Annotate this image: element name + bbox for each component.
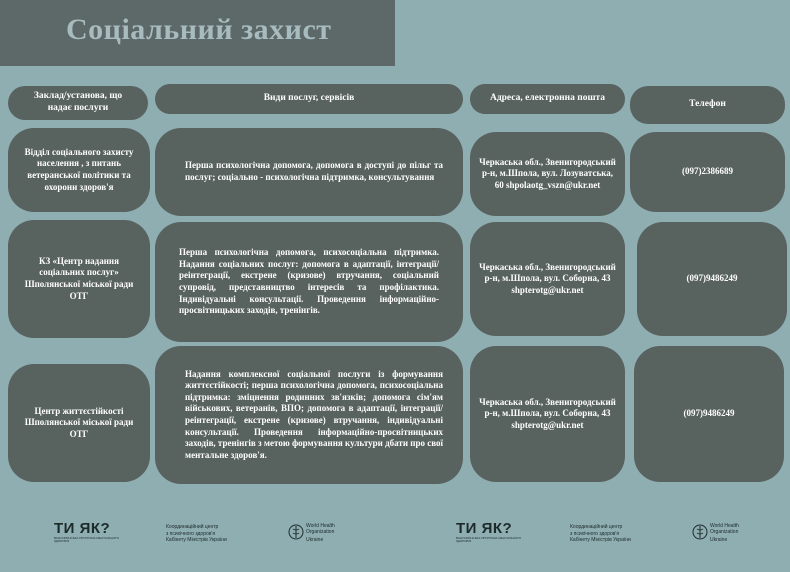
tiyak-logo-left (54, 520, 134, 544)
coordination-center-logo-left (166, 524, 227, 544)
who-line-1: World Health (306, 523, 335, 529)
who-country: Ukraine (710, 537, 728, 543)
coordination-center-logo-right (570, 524, 631, 544)
row-3-institution (8, 364, 150, 482)
tiyak-logo-text: ТИ ЯК? (456, 520, 513, 537)
row-3-address-text: Черкаська обл., Звенигородський р-н, м.Шпола, вул. Соборна, 43 shpterotg@ukr.net (479, 396, 616, 430)
header-phone (630, 86, 785, 124)
row-2-phone-text: (097)9486249 (686, 273, 738, 284)
row-1-services (155, 128, 463, 216)
who-line-2: Organization (306, 528, 335, 535)
header-services (155, 84, 463, 114)
coord-line-3: Кабінету Міністрів України (570, 537, 631, 543)
row-1-services-text: Перша психологічна допомога, допомога в доступі до пільг та послуг; соціально - психологічна підтримка, консультування (185, 160, 443, 182)
header-address-label: Адреса, електронна пошта (489, 93, 606, 104)
who-country: Ukraine (306, 537, 324, 543)
row-3-address (470, 346, 625, 482)
coord-line-3: Кабінету Міністрів України (166, 537, 227, 543)
row-1-address-text: Черкаська обл., Звенигородський р-н, м.Шпола, вул. Лозуватська, 60 shpolaotg_vszn@ukr.net (479, 156, 616, 190)
header-institution-label: Заклад/установа, що надає послуги (33, 91, 123, 113)
row-1-institution-text: Відділ соціального захисту населення , з питань ветеранської політики та охорони здоров'я (24, 146, 134, 192)
row-2-phone (637, 222, 787, 336)
who-line-2: Organization (710, 528, 739, 535)
coord-line-2: з психічного здоров'я (166, 530, 216, 537)
row-3-services-text: Надання комплексної соціальної послуги із формування життєстійкості; перша психологічна допомога, психосоціальна підтримка: зміцнення родинних зв'язків; допомога сім'ям військових, ветеранів, ВПО; допомога в адаптації, інтеграції/реінтеграції, екстрене (кризове) втручання, індивідуальні консультації. Проведення інформаційно-просвітницьких заходів, тренінгів з метою формування культури дбати про свої ментальне здоров'я. (185, 368, 443, 460)
header-phone-label: Телефон (689, 99, 726, 110)
tiyak-logo-right (456, 520, 536, 544)
row-2-services (155, 222, 463, 342)
header-institution (8, 86, 148, 120)
tiyak-logo-subtitle: ВСЕУКРАЇНСЬКА ПРОГРАМА МЕНТАЛЬНОГО ЗДОРОВ'Я (54, 536, 120, 544)
row-1-phone-text: (097)2386689 (682, 166, 733, 177)
row-2-institution (8, 220, 150, 338)
who-logo-right (710, 524, 739, 544)
coord-line-2: з психічного здоров'я (570, 530, 620, 537)
who-line-1: World Health (710, 523, 739, 529)
row-1-address (470, 132, 625, 216)
row-3-institution-text: Центр життєстійкості Шполянської міської ради ОТГ (24, 405, 134, 439)
row-1-institution (8, 128, 150, 212)
title-banner (0, 0, 395, 66)
page-title: Соціальний захист (66, 13, 332, 46)
row-2-services-text: Перша психологічна допомога, психосоціальна підтримка. Надання соціальних послуг: допомога в адаптації, інтеграції/реінтеграції, екстрене (кризове) втручання, соціальний супровід, представництво інтересів та профілактика. Індивідуальні консультації. Проведення інформаційно-просвітницьких заходів, тренінгів. (179, 247, 439, 316)
coord-line-1: Координаційний центр (570, 524, 623, 530)
coord-line-1: Координаційний центр (166, 524, 219, 530)
row-1-phone (630, 132, 785, 212)
who-emblem-icon (288, 524, 304, 540)
row-3-services (155, 346, 463, 484)
who-logo-left (306, 524, 335, 544)
who-emblem-icon (692, 524, 708, 540)
row-3-phone (634, 346, 784, 482)
header-services-label: Види послуг, сервісів (263, 93, 355, 104)
tiyak-logo-text: ТИ ЯК? (54, 520, 111, 537)
row-2-institution-text: КЗ «Центр надання соціальних послуг» Шполянської міської ради ОТГ (24, 255, 134, 301)
row-3-phone-text: (097)9486249 (683, 408, 735, 419)
row-2-address-text: Черкаська обл., Звенигородський р-н, м.Шпола, вул. Соборна, 43 shpterotg@ukr.net (479, 261, 616, 295)
row-2-address (470, 222, 625, 336)
header-address (470, 84, 625, 114)
tiyak-logo-subtitle: ВСЕУКРАЇНСЬКА ПРОГРАМА МЕНТАЛЬНОГО ЗДОРОВ'Я (456, 536, 522, 544)
